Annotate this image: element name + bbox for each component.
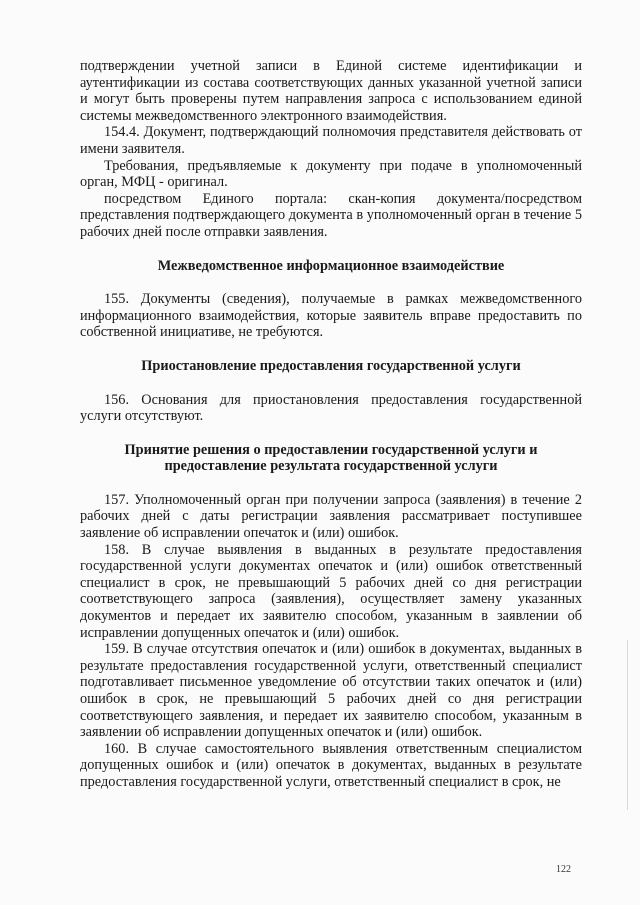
section-heading-suspension: Приостановление предоставления государственной услуги xyxy=(141,357,521,374)
paragraph-159: 159. В случае отсутствия опечаток и (или) ошибок в документах, выданных в результате предоставления государственной услуги, ответственный специалист подготавливает письменное уведомление об отсутствии таких опечаток и (или) ошибок в срок, не превышающий 5 рабочих дней со дня регистрации соответствующего заявления, и передает их заявителю способом, указанным в заявлении об исправлении допущенных опечаток и (или) ошибок. xyxy=(80,641,582,741)
paragraph-158: 158. В случае выявления в выданных в результате предоставления государственной услуги документах опечаток и (или) ошибок ответственный специалист в срок, не превышающий 5 рабочих дней со дня регистрации соответствующего запроса (заявления), осуществляет замену указанных документов и передает их заявителю способом, указанным в заявлении об исправлении допущенных опечаток и (или) ошибок. xyxy=(80,541,582,641)
paragraph-requirements: Требования, предъявляемые к документу при подаче в уполномоченный орган, МФЦ - оригинал. xyxy=(80,157,582,191)
section-heading-decision xyxy=(80,442,582,475)
scan-edge-line xyxy=(627,640,628,810)
section-heading-decision-line2: предоставление результата государственной услуги xyxy=(164,458,498,475)
paragraph-157: 157. Уполномоченный орган при получении запроса (заявления) в течение 2 рабочих дней с даты регистрации заявления рассматривает поступившее заявление об исправлении опечаток и (или) ошибок. xyxy=(80,491,582,542)
paragraph-160: 160. В случае самостоятельного выявления ответственным специалистом допущенных ошибок и (или) опечаток в документах, выданных в результате предоставления государственной услуги, ответственный специалист в срок, не xyxy=(80,740,582,790)
paragraph-account-confirmation: подтверждении учетной записи в Единой системе идентификации и аутентификации из состава соответствующих данных указанной учетной записи и могут быть проверены путем направления запроса с использованием единой системы межведомственного электронного взаимодействия. xyxy=(80,58,582,124)
paragraph-156: 156. Основания для приостановления предоставления государственной услуги отсутствуют. xyxy=(80,391,582,425)
document-body xyxy=(80,58,582,791)
page-number: 122 xyxy=(556,864,571,875)
section-heading-decision-line1: Принятие решения о предоставлении государственной услуги и xyxy=(124,441,538,458)
paragraph-154-4: 154.4. Документ, подтверждающий полномочия представителя действовать от имени заявителя. xyxy=(80,124,582,157)
paragraph-155: 155. Документы (сведения), получаемые в рамках межведомственного информационного взаимодействия, которые заявитель вправе предоставить по собственной инициативе, не требуются. xyxy=(80,291,582,341)
section-heading-interagency: Межведомственное информационное взаимодействие xyxy=(157,257,505,274)
paragraph-portal-submission: посредством Единого портала: скан-копия документа/посредством представления подтверждающего документа в уполномоченный орган в течение 5 рабочих дней после отправки заявления. xyxy=(80,190,582,240)
